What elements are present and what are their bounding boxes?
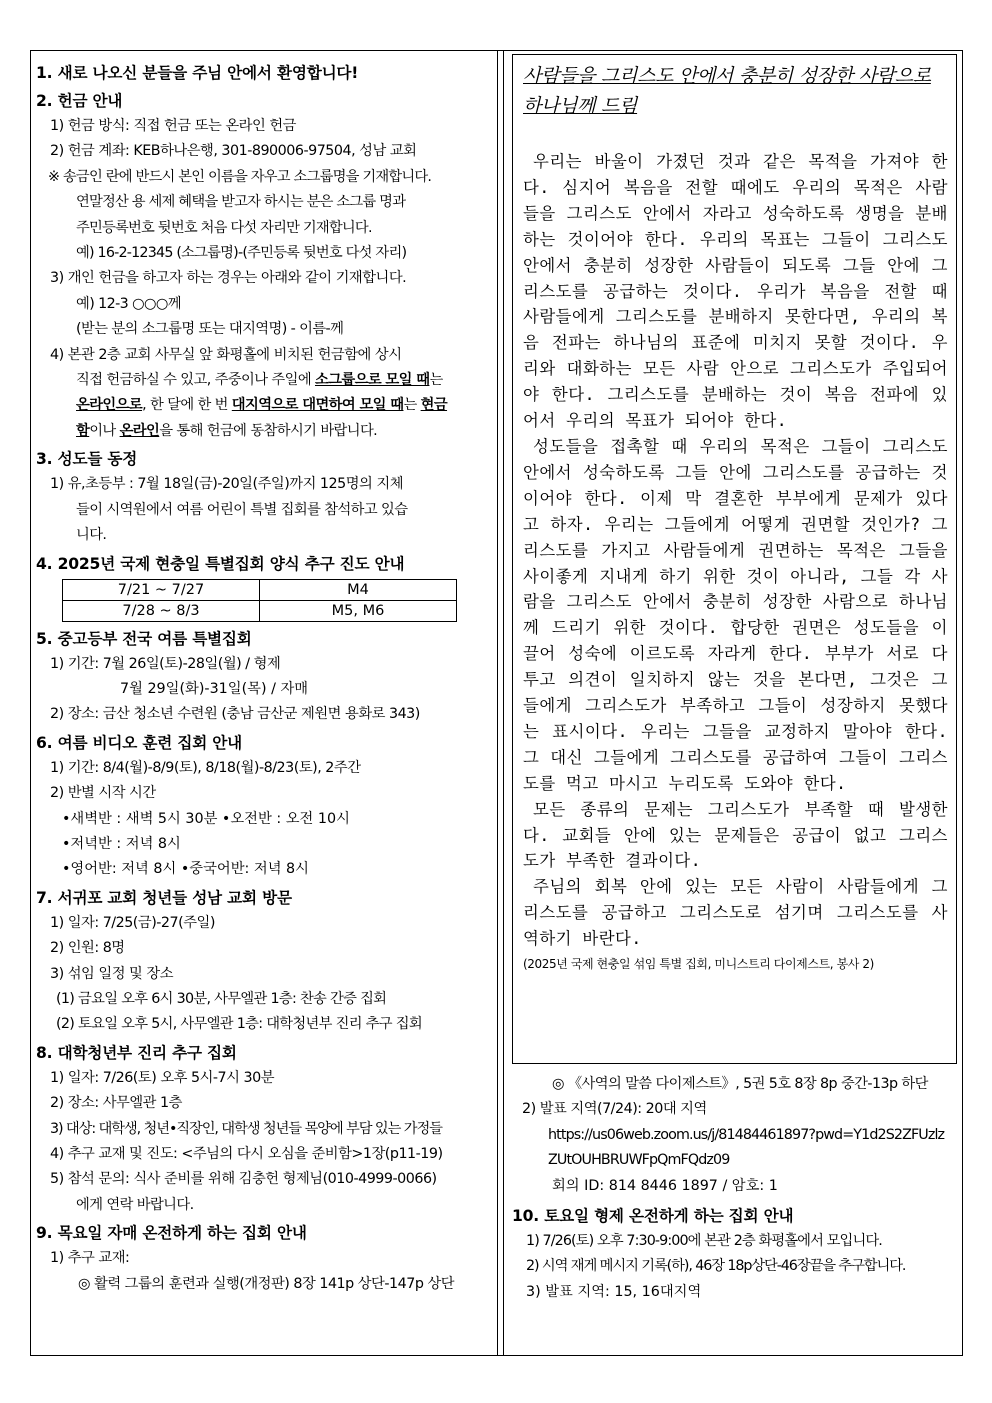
message-paragraph: 모든 종류의 문제는 그리스도가 부족할 때 발생한다. 교회들 안에 있는 문제들은 공급이 없고 그리스도가 부족한 결과이다. (523, 799, 948, 871)
video-training-time-3: •영어반: 저녁 8시 •중국어반: 저녁 8시 (62, 861, 309, 878)
right-column (512, 54, 957, 1305)
zoom-meeting-id: 회의 ID: 814 8446 1897 / 암호: 1 (552, 1177, 778, 1194)
section-2-title: 2. 헌금 안내 (36, 92, 123, 110)
offering-account: 2) 헌금 계좌: KEB하나은행, 301-890006-97504, 성남 교회 (50, 143, 417, 160)
video-training-times: 2) 반별 시작 시간 (50, 785, 156, 802)
saints-news-line-1: 1) 유,초등부 : 7월 18일(금)-20일(주일)까지 125명의 지체 (50, 476, 404, 493)
message-paragraph: 성도들을 접촉할 때 우리의 목적은 그들이 그리스도 안에서 성숙하도록 그들 안에 그리스도를 공급하는 것이어야 한다. 이제 막 결혼한 부부에게 문제가 있다고 하자. 우리는 그들에게 어떻게 권면할 것인가? 그리스도를 가지고 사람들에게 권면하는 목적은 그들을 사이좋게 지내게 하기 위한 것이 아니라, 그들 각 사람을 그리스도 안에서 충분히 성장한 사람으로 하나님께 드리기 위한 것이다. 합당한 권면은 성도들을 이끌어 성숙에 이르도록 자라게 한다. 부부가 서로 다투고 의견이 일치하지 않는 것을 본다면, 그것은 그들에게 그리스도가 부족하고 그들이 성장하지 못했다는 표시이다. 우리는 그들을 교정하지 말아야 한다. 그 대신 그들에게 그리스도를 공급하여 그들이 그리스도를 먹고 마시고 누리도록 도와야 한다. (523, 436, 948, 793)
offering-note-2: 연말정산 용 세제 혜택을 받고자 하시는 분은 소그룹 명과 (76, 194, 406, 211)
message-title: 사람들을 그리스도 안에서 충분히 성장한 사람으로 하나님께 드림 (523, 65, 931, 117)
youth-conference-period: 1) 기간: 7월 26일(토)-28일(월) / 형제 (50, 655, 281, 672)
offering-method: 1) 헌금 방식: 직접 헌금 또는 온라인 헌금 (50, 118, 296, 134)
section-3-title: 3. 성도들 동정 (36, 450, 138, 469)
section-10-title: 10. 토요일 형제 온전하게 하는 집회 안내 (512, 1207, 794, 1226)
offering-personal: 3) 개인 헌금을 하고자 하는 경우는 아래와 같이 기재합니다. (50, 270, 407, 287)
offering-note-1: ※ 송금인 란에 반드시 본인 이름을 자우고 소그룹명을 기재합니다. (48, 168, 432, 185)
brothers-meeting-area: 3) 발표 지역: 15, 16대지역 (526, 1283, 702, 1300)
table-cell-content: M5, M6 (260, 600, 457, 621)
brothers-meeting-material: 2) 시역 재게 메시지 기록(하), 46장 18p상단-46장끝을 추구합니다. (526, 1258, 906, 1275)
offering-box-line-4: 함이나 온라인을 통해 헌금에 동참하시기 바랍니다. (76, 422, 378, 439)
right-lower-section (512, 1072, 957, 1305)
offering-note-3: 주민등록번호 뒷번호 처음 다섯 자리만 기재합니다. (76, 219, 372, 236)
college-material: 4) 추구 교재 및 진도: <주님의 다시 오심을 준비함>1장(p11-19) (50, 1146, 443, 1162)
visit-date: 1) 일자: 7/25(금)-27(주일) (50, 914, 215, 931)
video-training-period: 1) 기간: 8/4(월)-8/9(토), 8/18(월)-8/23(토), 2주간 (50, 759, 361, 776)
offering-box-line-2: 직접 헌금하실 수 있고, 주중이나 주일에 소그룹으로 모일 때는 (76, 372, 443, 389)
table-row (63, 600, 457, 621)
visit-schedule: 3) 섞임 일정 및 장소 (50, 965, 174, 982)
video-training-time-2: •저녁반 : 저녁 8시 (62, 835, 181, 852)
sisters-presenting-area: 2) 발표 지역(7/24): 20대 지역 (522, 1101, 707, 1118)
college-target: 3) 대상: 대학생, 청년•직장인, 대학생 청년들 목양에 부담 있는 가정들 (50, 1120, 442, 1137)
section-1-title: 1. 새로 나오신 분들을 주님 안에서 환영합니다! (36, 64, 359, 82)
message-box (512, 54, 957, 1064)
column-divider (497, 50, 498, 1356)
saints-news-line-3: 니다. (76, 527, 107, 544)
table-cell-content: M4 (260, 579, 457, 600)
sisters-material-2: ◎ 《사역의 말씀 다이제스트》, 5권 5호 8장 8p 중간-13p 하단 (552, 1076, 928, 1092)
visit-count: 2) 인원: 8명 (50, 940, 125, 957)
section-8-title: 8. 대학청년부 진리 추구 집회 (36, 1043, 237, 1062)
section-9-title: 9. 목요일 자매 온전하게 하는 집회 안내 (36, 1224, 307, 1243)
zoom-link-cont[interactable]: ZUtOUHBRUWFpQmFQdz09 (548, 1152, 730, 1169)
section-7-title: 7. 서귀포 교회 청년들 성남 교회 방문 (36, 888, 292, 907)
table-cell-period: 7/28 ~ 8/3 (63, 600, 260, 621)
column-divider-2 (503, 50, 504, 1356)
section-6-title: 6. 여름 비디오 훈련 집회 안내 (36, 733, 243, 752)
message-body (523, 149, 948, 952)
offering-box-line-1: 4) 본관 2층 교회 사무실 앞 화평홀에 비치된 헌금함에 상시 (50, 346, 402, 363)
college-date: 1) 일자: 7/26(토) 오후 5시-7시 30분 (50, 1069, 275, 1086)
message-paragraph: 우리는 바울이 가졌던 것과 같은 목적을 가져야 한다. 심지어 복음을 전할 때에도 우리의 목적은 사람들을 그리스도 안에서 자라고 성숙하도록 생명을 분배하는 것이어야 한다. 우리의 목표는 그들이 그리스도 안에서 충분히 성장한 사람들이 되도록 그들 안에 그리스도를 공급하는 것이다. 우리가 복음을 전할 때 사람들에게 그리스도를 분배하지 못한다면, 우리의 복음 전파는 하나님의 표준에 미치지 못할 것이다. 우리와 대화하는 모든 사람 안으로 그리스도가 주입되어야 한다. 그리스도를 분배하는 것이 복음 전파에 있어서 우리의 목표가 되어야 한다. (523, 152, 948, 431)
youth-conference-place: 2) 장소: 금산 청소년 수련원 (충남 금산군 제원면 용화로 343) (50, 706, 420, 723)
message-paragraph: 주님의 회복 안에 있는 모든 사람이 사람들에게 그리스도를 공급하고 그리스도로 섬기며 그리스도를 사역하기 바란다. (523, 877, 948, 949)
visit-schedule-1: (1) 금요일 오후 6시 30분, 사무엘관 1층: 찬송 간증 집회 (56, 990, 387, 1007)
youth-conference-period-2: 7월 29일(화)-31일(목) / 자매 (120, 680, 309, 697)
sisters-material-label: 1) 추구 교재: (50, 1250, 130, 1267)
zoom-link[interactable]: https://us06web.zoom.us/j/81484461897?pwd=Y1d2S2ZFUzlz (548, 1126, 945, 1143)
offering-note-4: 예) 16-2-12345 (소그룹명)-(주민등록 뒷번호 다섯 자리) (76, 245, 407, 262)
section-4-title: 4. 2025년 국제 현충일 특별집회 양식 추구 진도 안내 (36, 554, 405, 573)
college-contact: 5) 참석 문의: 식사 준비를 위해 김충헌 형제님(010-4999-0066) (50, 1171, 437, 1188)
left-column (36, 58, 488, 1297)
section-5-title: 5. 중고등부 전국 여름 특별집회 (36, 629, 252, 648)
table-cell-period: 7/21 ~ 7/27 (63, 579, 260, 600)
sisters-material-1: ◎ 활력 그룹의 훈련과 실행(개정판) 8장 141p 상단-147p 상단 (78, 1275, 455, 1292)
college-contact-2: 에게 연락 바랍니다. (76, 1196, 194, 1213)
visit-schedule-2: (2) 토요일 오후 5시, 사무엘관 1층: 대학청년부 진리 추구 집회 (56, 1016, 422, 1033)
brothers-meeting-time: 1) 7/26(토) 오후 7:30-9:00에 본관 2층 화평홀에서 모입니다. (526, 1233, 882, 1250)
college-place: 2) 장소: 사무엘관 1층 (50, 1095, 182, 1112)
offering-personal-example: 예) 12-3 ○○○께 (76, 295, 181, 312)
offering-personal-format: (받는 분의 소그룹명 또는 대지역명) - 이름-께 (76, 321, 344, 338)
offering-box-line-3: 온라인으로, 한 달에 한 번 대지역으로 대면하여 모일 때는 현금 (76, 397, 448, 414)
saints-news-line-2: 들이 시역원에서 여름 어린이 특별 집회를 참석하고 있습 (76, 501, 408, 518)
table-row (63, 579, 457, 600)
message-source: (2025년 국제 현충일 섞임 특별 집회, 미니스트리 다이제스트, 봉사 2) (523, 957, 874, 972)
video-training-time-1: •새벽반 : 새벽 5시 30분 •오전반 : 오전 10시 (62, 810, 350, 827)
schedule-table (62, 579, 457, 622)
